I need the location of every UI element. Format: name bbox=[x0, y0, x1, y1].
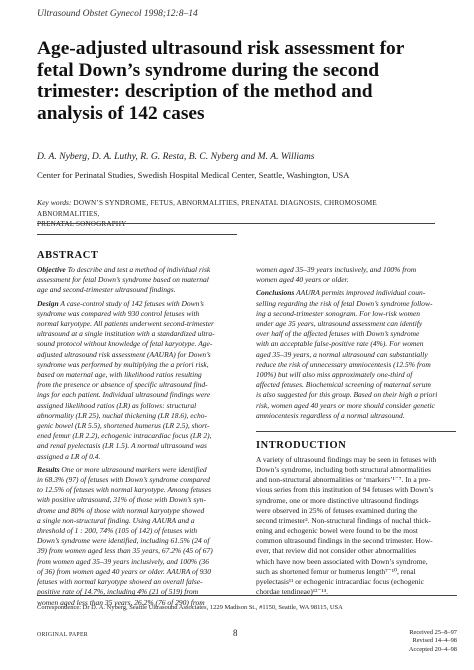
article-title bbox=[37, 38, 457, 124]
abstract-left-column: Objective To describe and test a method of individual risk assessment for fetal Down’s syndrome based on maternal age and second-trimester ultrasound findings. Design A case-control study of 142 fetuses with Down’s syndrome was compared with 930 control fetuses with normal karyotype. All patients underwent second-trimester ultrasound at a single institution with a standardized ultra- sound protocol without knowledge of fetal karyotype. Age- adjusted ultrasound risk assessment (AAURA) for Down’s syndrome was performed by multiplying the a priori risk, based on maternal age, with likelihood ratios resulting from the presence or absence of specific ultrasound find- ings for each patient. Individual ultrasound findings were assigned likelihood ratios (LR) as follows: structural abnormality (LR 25), nuchal thickening (LR 18.6), echo- genic bowel (LR 5.5), shortened humerus (LR 2.5), short- ened femur (LR 2.2), echogenic intracardiac focus (LR 2), and renal pyelectasis (LR 1.5). A normal ultrasound was assigned a LR of 0.4. Results One or more ultrasound markers were identified in 68.3% (97) of fetuses with Down’s syndrome compared to 12.5% of fetuses with normal karyotype. Among fetuses with positive ultrasound, 31% of those with Down’s syn- drome and 80% of those with normal karyotype showed a single non-structural finding. Using AAURA and a threshold of 1 : 200, 74% (105 of 142) of fetuses with Down’s syndrome were identified, including 61.5% (24 of 39) from women aged less than 35 years, 67.2% (45 of 67) from women aged 35–39 years inclusively, and 100% (36 of 36) from women aged 40 years or older. AAURA of 930 fetuses with normal karyotype showed an overall false- positive rate of 14.7%, including 4% (21 of 519) from women aged less than 35 years, 26.2% (76 of 290) from bbox=[37, 265, 242, 608]
title-line: analysis of 142 cases bbox=[37, 102, 205, 124]
abstract-line: Results One or more ultrasound markers were identified bbox=[37, 464, 207, 474]
abstract-line: Design A case-control study of 142 fetuses with Down’s bbox=[37, 298, 204, 308]
objective-label: Objective bbox=[37, 265, 66, 274]
page-number: 8 bbox=[233, 628, 238, 638]
conclusions-label: Conclusions bbox=[256, 288, 295, 298]
abstract-right-column: women aged 35–39 years inclusively, and 100% from women aged 40 years or older. Conclusions AAURA permits improved individual coun- selling regarding the risk of fetal Down’s syndrome follow- ing a second-trimester sonogram. For low-risk women under age 35 years, ultrasound assessment can identify over half of the affected fetuses with Down’s syndrome with an acceptable false-positive rate (4%). For women aged 35–39 years, a normal ultrasound can substantially reduce the risk of unnecessary amniocentesis (12.5% from 100%) but will also miss approximately one-third of affected fetuses. Biochemical screening of maternal serum is also suggested for this group. Based on their high a priori risk, women aged 40 years or more should consider genetic amniocentesis regardless of a normal ultrasound. bbox=[256, 265, 456, 421]
dates-block bbox=[409, 629, 457, 654]
design-label: Design bbox=[37, 298, 59, 308]
received-date: Received 25–8–97 bbox=[409, 629, 457, 636]
accepted-date: Accepted 20–4–98 bbox=[408, 645, 457, 653]
article-type-label: ORIGINAL PAPER bbox=[37, 632, 88, 638]
abstract-divider bbox=[37, 234, 237, 235]
intro-divider bbox=[256, 431, 456, 432]
title-line: trimester: description of the method and bbox=[37, 81, 373, 102]
journal-citation: Ultrasound Obstet Gynecol 1998;12:8–14 bbox=[37, 9, 198, 19]
correspondence: Correspondence: Dr D. A. Nyberg, Seattle Ultrasound Associates, 1229 Madison St., #1150, Seattle, WA 98115, USA bbox=[37, 604, 343, 611]
header-divider bbox=[37, 223, 435, 224]
introduction-heading: INTRODUCTION bbox=[256, 440, 347, 451]
footer-divider bbox=[37, 595, 457, 596]
title-line: fetal Down’s syndrome during the second bbox=[37, 59, 380, 81]
title-line: Age-adjusted ultrasound risk assessment for bbox=[37, 38, 405, 59]
abstract-line: Conclusions AAURA permits improved individual coun- bbox=[256, 288, 426, 298]
revised-date: Revised 14–4–98 bbox=[412, 637, 457, 645]
keywords-label: Key words: bbox=[37, 198, 72, 207]
author-list: D. A. Nyberg, D. A. Luthy, R. G. Resta, B. C. Nyberg and M. A. Williams bbox=[37, 151, 315, 162]
abstract-heading: ABSTRACT bbox=[37, 250, 99, 261]
keywords bbox=[37, 198, 437, 230]
keywords-text: DOWN’S SYNDROME, FETUS, ABNORMALITIES, PRENATAL DIAGNOSIS, CHROMOSOME ABNORMALITIES, bbox=[37, 199, 377, 218]
introduction-text: A variety of ultrasound findings may be seen in fetuses with Down’s syndrome, including both structural abnormalities and non-structural abnormalities or ‘markers’¹⁻⁷. In a pre- vious series from this institution of 94 fetuses with Down’s syndrome, one or more distinctive ultrasound findings were observed in 25% of fetuses examined during the second trimester². Non-structural findings of nuchal thick- ening and echogenic bowel were found to be the most common ultrasound findings in the second trimester. How- ever, that review did not consider other abnormalities which have now been associated with Down’s syndrome, such as shortened femur or humerus length⁷⁻¹⁰, renal pyelectasis¹¹ or echogenic intracardiac focus (echogenic chordae tendineae)¹²⁻¹⁴. bbox=[256, 455, 437, 597]
results-label: Results bbox=[37, 464, 60, 474]
keywords-text: PRENATAL SONOGRAPHY bbox=[37, 220, 127, 228]
affiliation: Center for Perinatal Studies, Swedish Hospital Medical Center, Seattle, Washington, USA bbox=[37, 170, 350, 180]
abstract-line: Objective To describe and test a method of individual risk bbox=[37, 265, 211, 274]
